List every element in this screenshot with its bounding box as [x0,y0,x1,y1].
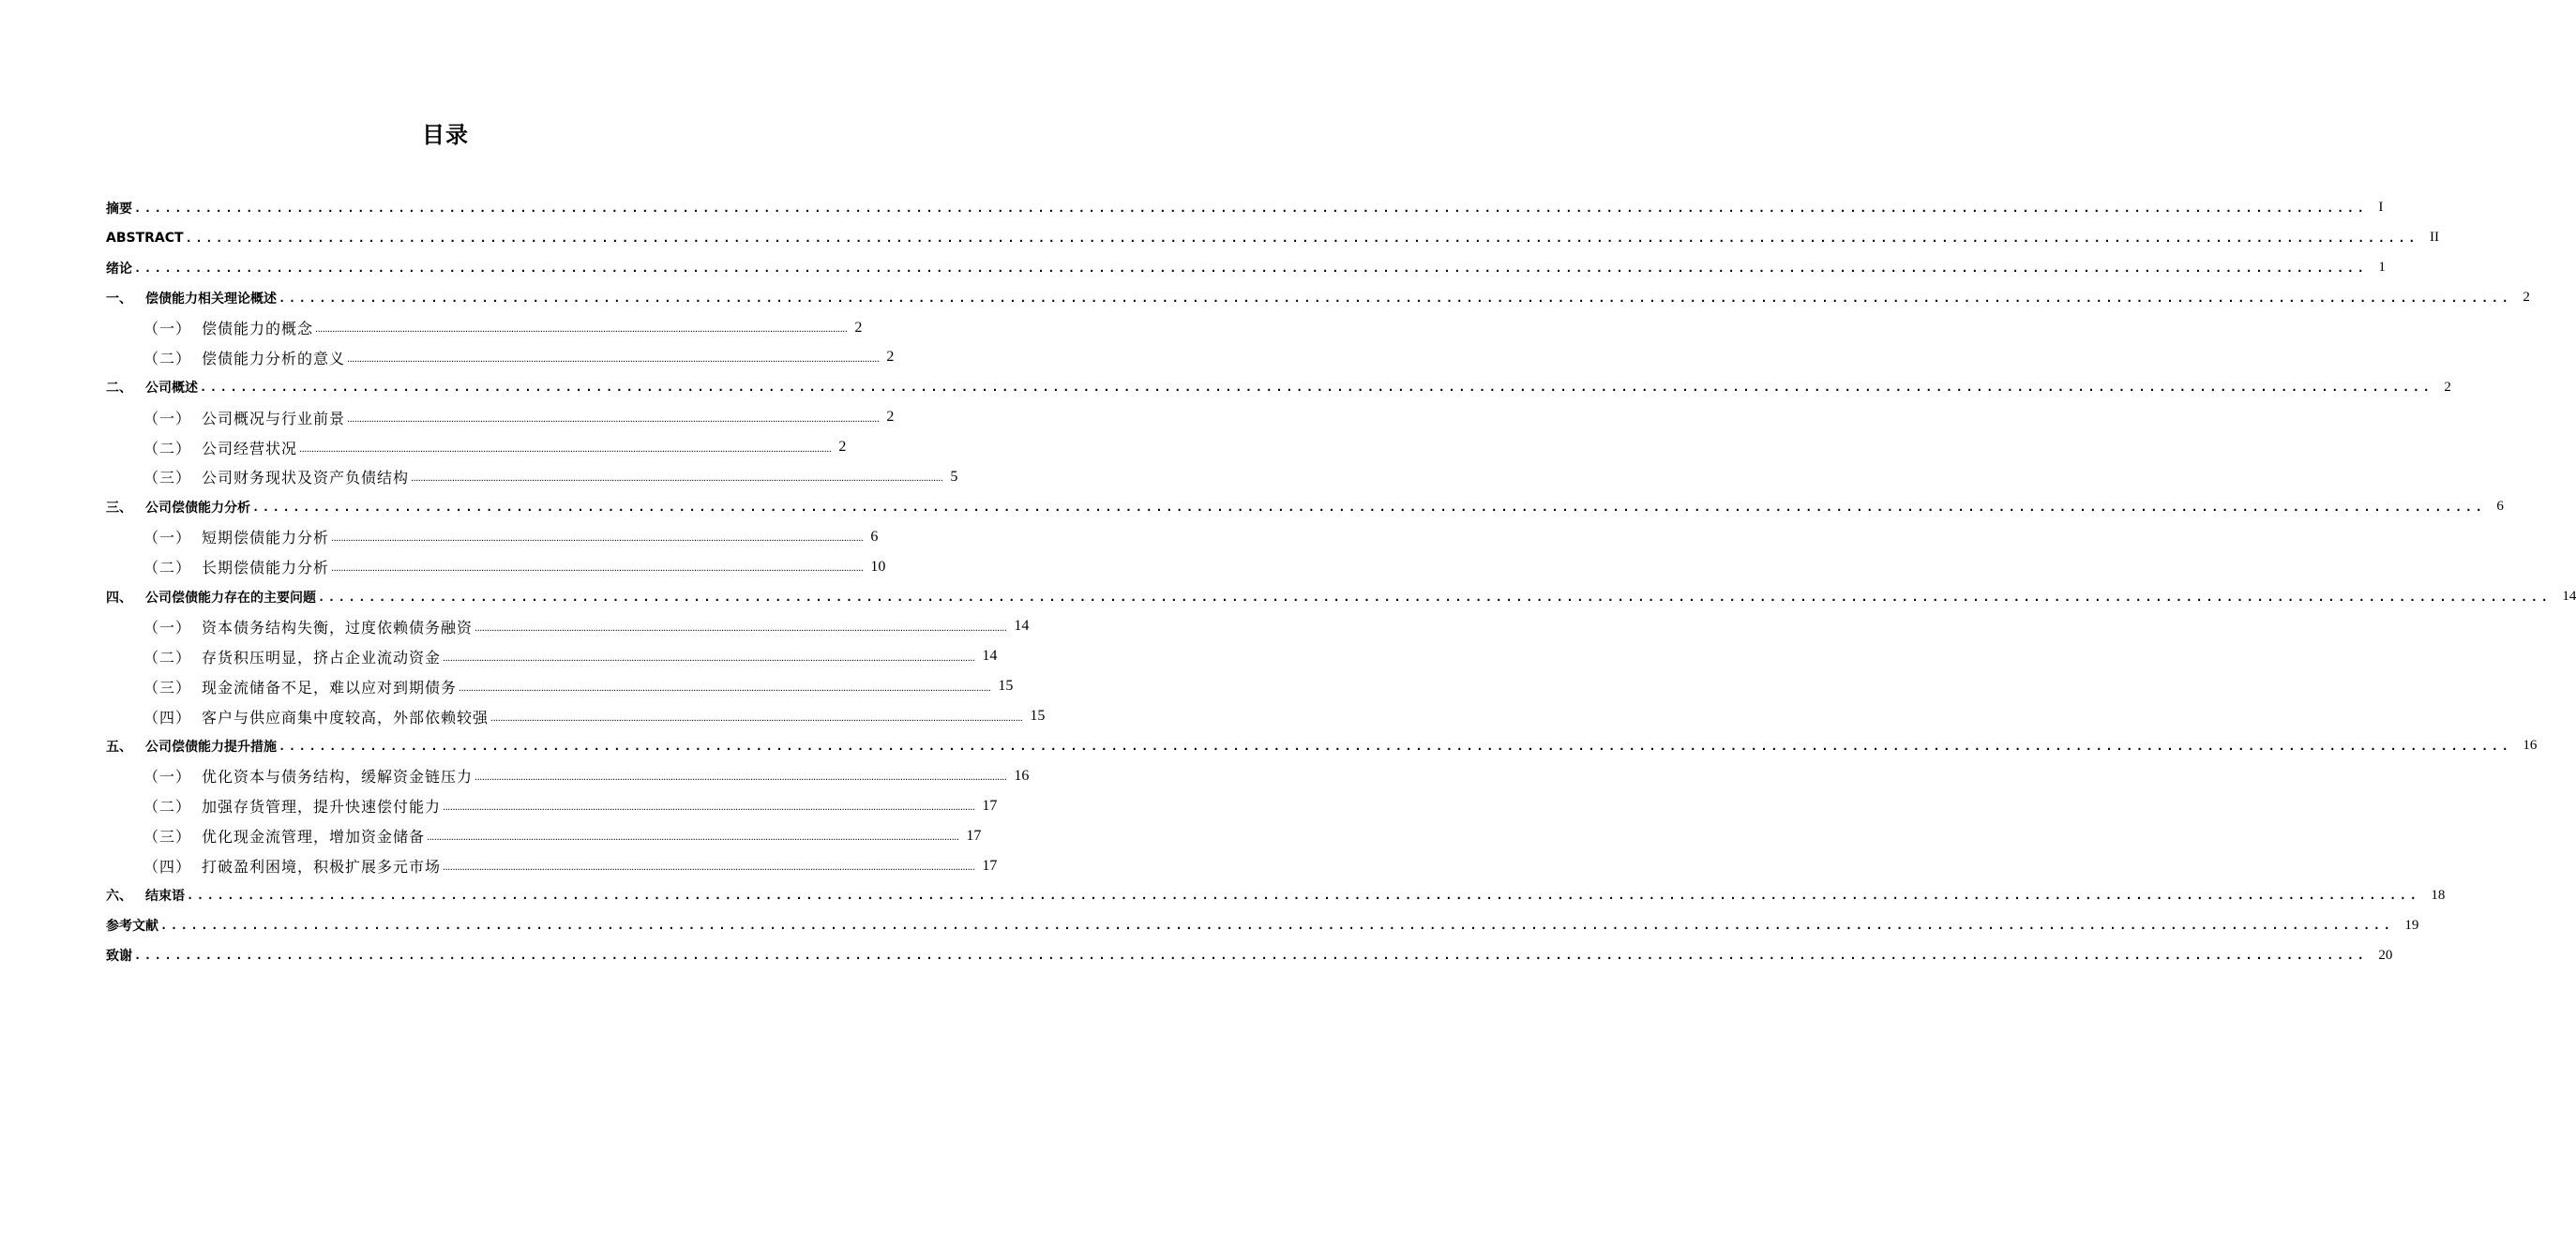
dot-leader: ............................................................................................................................................................................................................................ [318,590,2552,604]
toc-entry-number: （二） [143,798,192,817]
toc-entry-chapter[interactable] [106,582,2576,612]
toc-entry-page-number: 18 [2431,887,2446,903]
toc-entry-label: 公司偿债能力提升措施 [145,739,277,755]
toc-entry-number: （一） [143,529,192,548]
toc-entry-page-number: 16 [1014,767,1030,784]
toc-entry-section[interactable] [106,462,958,492]
toc-entry-label: 结束语 [145,889,185,905]
toc-entry-page-number: 2 [2444,379,2451,395]
toc-entry-number: 六、 [106,889,132,905]
toc-entry-page-number: 15 [998,678,1014,695]
toc-entry-number: （四） [143,858,192,877]
dot-leader: ............................................................................................................................................................................................................................ [160,919,2394,933]
toc-entry-label: 致谢 [106,949,132,965]
toc-entry-label: 公司经营状况 [202,439,298,458]
toc-entry-label: 公司概述 [145,381,198,397]
dot-leader: ............................................................................................................................................................................................................................ [252,500,2486,514]
toc-entry-number: 二、 [106,381,132,397]
dot-leader: ............................................................................................................................................................................................................................ [475,622,1007,634]
toc-entry-chapter[interactable] [106,283,2530,313]
toc-entry-section[interactable] [106,701,1046,731]
dot-leader: ............................................................................................................................................................................................................................ [347,413,880,425]
toc-entry-chapter[interactable] [106,372,2451,402]
toc-entry-section[interactable] [106,552,886,582]
toc-entry-page-number: 19 [2404,917,2419,933]
toc-entry-label: 长期偿债能力分析 [202,559,330,578]
toc-entry-page-number: 16 [2523,738,2538,754]
toc-entry-page-number: 14 [982,648,998,665]
toc-entry-chapter[interactable] [106,731,2538,761]
dot-leader: ............................................................................................................................................................................................................................ [187,889,2420,903]
toc-entry-label: 优化现金流管理，增加资金储备 [202,828,426,847]
toc-entry-number: （三） [143,828,192,847]
toc-entry-section[interactable] [106,791,998,821]
dot-leader: ............................................................................................................................................................................................................................ [443,802,975,814]
toc-entry-number: （四） [143,708,192,727]
toc-entry-section[interactable] [106,611,1030,641]
toc-entry-label: 打破盈利困境，积极扩展多元市场 [202,858,442,877]
toc-entry-section[interactable] [106,851,998,881]
toc-entry-page-number: 1 [2378,260,2386,276]
toc-entry-label: ABSTRACT [106,230,184,246]
toc-entry-chapter[interactable] [106,492,2504,522]
toc-entry-number: （一） [143,618,192,637]
dot-leader: ............................................................................................................................................................................................................................ [185,231,2418,245]
toc-entry-page-number: 2 [838,439,847,456]
toc-entry-label: 公司财务现状及资产负债结构 [202,469,410,488]
toc-entry-label: 资本债务结构失衡，过度依赖债务融资 [202,618,474,637]
toc-entry-page-number: 14 [1014,618,1030,635]
toc-entry-number: 五、 [106,739,132,755]
toc-entry-section[interactable] [106,641,998,671]
toc-entry-chapter[interactable] [106,223,2439,253]
toc-entry-page-number: 5 [950,468,958,485]
toc-entry-chapter[interactable] [106,940,2393,970]
toc-entry-label: 偿债能力相关理论概述 [145,291,277,307]
toc-entry-number: （三） [143,678,192,697]
toc-entry-chapter[interactable] [106,253,2386,283]
toc-entry-number: 三、 [106,500,132,516]
dot-leader: ............................................................................................................................................................................................................................ [427,832,959,844]
toc-entry-number: 一、 [106,291,132,307]
toc-entry-label: 偿债能力分析的意义 [202,349,346,368]
toc-entry-page-number: I [2378,200,2384,216]
toc-entry-page-number: 15 [1030,708,1046,725]
dot-leader: ............................................................................................................................................................................................................................ [331,563,864,575]
toc-entry-number: （二） [143,439,192,458]
toc-entry-page-number: 2 [886,349,895,366]
toc-entry-section[interactable] [106,342,895,372]
toc-entry-page-number: 6 [2496,499,2504,515]
toc-entry-label: 摘要 [106,201,132,217]
toc-entry-label: 偿债能力的概念 [202,320,314,338]
table-of-contents [106,193,2576,970]
dot-leader: ............................................................................................................................................................................................................................ [475,772,1007,784]
toc-entry-section[interactable] [106,821,982,851]
toc-entry-label: 参考文献 [106,919,158,935]
toc-entry-number: （一） [143,409,192,428]
toc-entry-section[interactable] [106,402,895,432]
toc-entry-label: 客户与供应商集中度较高，外部依赖较强 [202,708,490,727]
dot-leader: ............................................................................................................................................................................................................................ [443,862,975,874]
toc-entry-section[interactable] [106,671,1014,701]
dot-leader: ............................................................................................................................................................................................................................ [490,712,1023,724]
toc-entry-page-number: 2 [854,319,863,336]
dot-leader: ............................................................................................................................................................................................................................ [331,533,864,545]
dot-leader: ............................................................................................................................................................................................................................ [134,949,2368,963]
toc-entry-page-number: 17 [982,857,998,874]
toc-entry-number: （三） [143,469,192,488]
toc-entry-chapter[interactable] [106,910,2419,940]
dot-leader: ............................................................................................................................................................................................................................ [315,324,848,335]
toc-entry-page-number: II [2430,230,2439,246]
dot-leader: ............................................................................................................................................................................................................................ [411,473,943,485]
toc-entry-label: 存货积压明显，挤占企业流动资金 [202,648,442,667]
toc-entry-page-number: 20 [2378,947,2393,963]
toc-entry-page-number: 17 [982,797,998,814]
toc-entry-label: 公司偿债能力存在的主要问题 [145,590,316,606]
dot-leader: ............................................................................................................................................................................................................................ [134,261,2368,275]
toc-entry-label: 公司偿债能力分析 [145,500,250,516]
toc-entry-section[interactable] [106,761,1030,791]
toc-entry-page-number: 2 [2523,290,2530,306]
dot-leader: ............................................................................................................................................................................................................................ [134,201,2368,215]
toc-entry-label: 加强存货管理，提升快速偿付能力 [202,798,442,817]
dot-leader: ............................................................................................................................................................................................................................ [443,652,975,664]
toc-entry-page-number: 6 [870,528,879,545]
toc-entry-section[interactable] [106,313,863,343]
toc-entry-section[interactable] [106,432,847,462]
toc-entry-page-number: 17 [966,827,982,844]
toc-entry-number: （二） [143,349,192,368]
toc-entry-label: 优化资本与债务结构，缓解资金链压力 [202,768,474,787]
dot-leader: ............................................................................................................................................................................................................................ [459,682,991,694]
toc-entry-chapter[interactable] [106,880,2446,910]
toc-entry-label: 现金流储备不足，难以应对到期债务 [202,678,458,697]
toc-entry-label: 绪论 [106,261,132,277]
toc-entry-chapter[interactable] [106,193,2384,223]
toc-entry-number: （二） [143,559,192,578]
dot-leader: ............................................................................................................................................................................................................................ [200,381,2433,395]
toc-entry-number: （一） [143,768,192,787]
toc-entry-label: 短期偿债能力分析 [202,529,330,548]
toc-entry-page-number: 10 [870,558,886,575]
toc-entry-number: （二） [143,648,192,667]
page-title: 目录 [422,122,469,148]
toc-entry-page-number: 2 [886,409,895,426]
dot-leader: ............................................................................................................................................................................................................................ [279,739,2512,753]
toc-entry-number: 四、 [106,590,132,606]
toc-entry-page-number: 14 [2562,589,2576,605]
dot-leader: ............................................................................................................................................................................................................................ [299,443,832,455]
dot-leader: ............................................................................................................................................................................................................................ [279,291,2512,305]
toc-entry-label: 公司概况与行业前景 [202,409,346,428]
toc-entry-number: （一） [143,320,192,338]
toc-entry-section[interactable] [106,522,879,552]
dot-leader: ............................................................................................................................................................................................................................ [347,353,880,365]
